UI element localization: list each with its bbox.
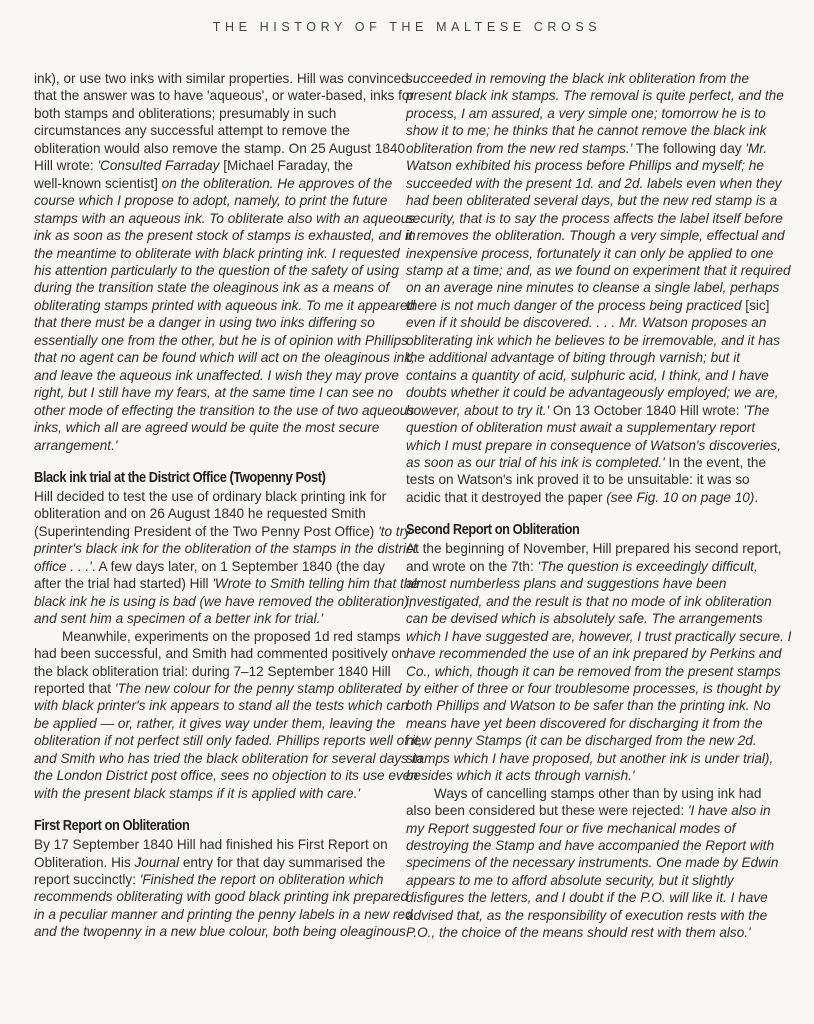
quote-line: ink as soon as the present stock of stamps is exhausted, and in [34,228,416,244]
quote-line: black ink he is using is bad (we have removed the obliteration), [34,593,413,609]
quote-line: Watson exhibited his process before Phillips and myself; he [406,158,764,174]
quote-line: right, but I still have my fears, at the same time I can see no [34,385,393,401]
quote-line: and leave the aqueous ink unaffected. I wish they may prove [34,367,399,383]
quote-line: obliterating ink which he believes to be irremovable, and it has [406,332,781,348]
quote-line: which I have suggested are, however, I trust practically secure. I [406,628,792,644]
quote-line: the meantime to obliterate with black printing ink. I requested [34,245,400,261]
text-line: as soon as our trial of his ink is completed.' In the event, the [406,454,767,470]
text-line: also been considered but these were rejected: 'I have also in [406,803,771,819]
text-line: that the answer was to have 'aqueous', or water-based, inks for [34,88,414,104]
quote-line: had been obliterated several days, but the new red stamp is a [406,193,778,209]
quote-line: and the twopenny in a new blue colour, both being oleaginous [34,924,406,940]
text-line: both stamps and obliterations; presumably in such [34,105,337,121]
quote-line: that no agent can be found which will act on the oleaginous ink, [34,350,415,366]
text-line: ink), or use two inks with similar properties. Hill was convinced [34,71,409,86]
quote-line: essentially one from the other, but he is of opinion with Phillips [34,332,409,348]
section-heading-second-report: Second Report on Obliteration [406,522,580,539]
quote-line: arrangement.' [34,437,118,453]
quote-line: stamps which I have proposed, but another ink is under trial), [406,750,774,766]
quote-line: the London District post office, sees no objection to its use even [34,768,418,784]
quote-line: and Smith who has tried the black obliteration for several days in [34,750,423,766]
quote-line: means have yet been discovered for discharging it from the [406,715,763,731]
quote-line: stamp at a time; and, as we found on experiment that it required [406,262,791,278]
quote-line: it removes the obliteration. Though a very simple, effectual and [406,228,785,244]
quote-line: contains a quantity of acid, sulphuric acid, I think, and I have [406,367,769,383]
quote-line: recommends obliterating with good black printing ink prepared [34,889,409,905]
text-line: By 17 September 1840 Hill had finished his First Report on [34,837,388,853]
quote-line: Co., which, though it can be removed from the present stamps [406,663,781,679]
quote-line: besides which it acts through varnish.' [406,768,635,784]
quote-line: stamps with an aqueous ink. To obliterate also with an aqueous [34,210,416,226]
quote-line: inexpensive process, fortunately it can only be applied to one [406,245,774,261]
running-head: THE HISTORY OF THE MALTESE CROSS [212,20,602,34]
paragraph-mechanical-modes [406,785,786,942]
quote-line: new penny Stamps (it can be discharged from the new 2d. [406,733,757,749]
quote-line: P.O., the choice of the means should rest with them also.' [406,925,751,941]
text-line: Hill wrote: 'Consulted Farraday [Michael Faraday, the [34,158,353,174]
quote-line: question of obliteration must await a supplementary report [406,420,756,436]
quote-line: the additional advantage of biting through varnish; but it [406,350,741,366]
text-line: report succinctly: 'Finished the report on obliteration which [34,872,384,888]
text-line: obliteration from the new red stamps.' The following day 'Mr. [406,140,768,156]
paragraph-watson [406,70,791,506]
text-line: acidic that it destroyed the paper (see Fig. 10 on page 10). [406,489,759,505]
quote-line: almost numberless plans and suggestions have been [406,576,727,592]
quote-line: which I must prepare in consequence of Watson's discoveries, [406,437,781,453]
quote-line: advised that, as the responsibility of execution rests with the [406,907,768,923]
quote-line: both Phillips and Watson to be safer than the printing ink. No [406,698,771,714]
quote-line: doubts whether it could be advantageously employed; we are, [406,385,779,401]
text-line: Ways of cancelling stamps other than by using ink had [434,785,762,801]
text-line: well-known scientist] on the obliteration. He approves of the [34,175,393,191]
quote-line: course which I propose to adopt, namely, to print the future [34,193,388,209]
text-line: circumstances any successful attempt to remove the [34,123,350,139]
left-column [34,70,423,941]
text-line: after the trial had started) Hill 'Wrote to Smith telling him that the [34,576,419,592]
quote-line: with black printer's ink appears to stand all the tests which can [34,698,409,714]
quote-line: specimens of the necessary instruments. One made by Edwin [406,855,779,871]
text-line: (Superintending President of the Two Penny Post Office) 'to try [34,523,411,539]
quote-line: process, I am assured, a very simple one; tomorrow he is to [406,105,766,121]
paragraph-meanwhile [34,628,423,803]
text-line: tests on Watson's ink proved it to be unsuitable: it was so [406,472,750,488]
text-line: there is not much danger of the process being practiced [sic] [406,297,770,313]
quote-line: succeeded in removing the black ink obliteration from the [406,71,750,86]
quote-line: disfigures the letters, and I doubt if the P.O. will like it. I have [406,890,768,906]
text-line: Obliteration. His Journal entry for that day summarised the [34,854,386,870]
quote-line: printer's black ink for the obliteration of the stamps in the district [34,541,417,557]
quote-line: be applied — or, rather, it gives way under them, leaving the [34,715,396,731]
quote-line: investigated, and the result is that no mode of ink obliteration [406,593,772,609]
quote-line: succeeded with the present 1d. and 2d. labels even when they [406,175,782,191]
quote-line: show it to me; he thinks that he cannot remove the black ink [406,123,767,139]
quote-line: can be devised which is absolutely safe. The arrangements [406,611,763,627]
paragraph-second-report [406,540,792,784]
quote-line: and sent him a specimen of a better ink for trial.' [34,611,323,627]
paragraph-first-report [34,836,413,941]
text-line: office . . .'. A few days later, on 1 September 1840 (the day [34,558,385,574]
text-line: reported that 'The new colour for the penny stamp obliterated [34,680,402,696]
text-line: Hill decided to test the use of ordinary black printing ink for [34,488,387,504]
right-column [406,70,792,942]
quote-line: obliterating stamps printed with aqueous ink. To me it appeared [34,297,416,313]
quote-line: security, that is to say the process affects the label itself before [406,210,783,226]
quote-line: even if it should be discovered. . . . Mr. Watson proposes an [406,315,767,331]
quote-line: with the present black stamps if it is applied with care.' [34,785,360,801]
figure-reference: (see Fig. 10 on page 10) [606,489,755,505]
quote-line: his attention particularly to the question of the safety of using [34,262,399,278]
text-line: obliteration would also remove the stamp. On 25 August 1840 [34,140,406,156]
text-line: At the beginning of November, Hill prepared his second report, [406,541,782,557]
quote-line: present black ink stamps. The removal is quite perfect, and the [406,88,784,104]
quote-line: my Report suggested four or five mechanical modes of [406,820,736,836]
quote-line: during the transition state the oleaginous ink as a means of [34,280,390,296]
spacer [406,506,786,520]
text-line: Meanwhile, experiments on the proposed 1d red stamps [62,628,401,644]
quote-line: appears to me to afford absolute security, but it slightly [406,872,734,888]
spacer [34,802,406,816]
quote-line: that there must be a danger in using two inks differing so [34,315,375,331]
paragraph-faraday [34,70,416,454]
text-line: however, about to try it.' On 13 October 1840 Hill wrote: 'The [406,402,770,418]
section-heading-black-ink-trial: Black ink trial at the District Office (Twopenny Post) [34,469,326,486]
quote-line: destroying the Stamp and have accompanied the Report with [406,838,775,854]
quote-line: obliteration if not perfect still only faded. Phillips reports well of it, [34,733,423,749]
quote-line: other mode of effecting the transition to the use of two aqueous [34,402,415,418]
quote-line: by either of three or four troublesome processes, is thought by [406,680,781,696]
quote-line: in a peculiar manner and printing the penny labels in a new red [34,906,413,922]
quote-line: on an average nine minutes to cleanse a single label, perhaps [406,280,780,296]
text-line: obliteration and on 26 August 1840 he requested Smith [34,506,366,522]
spacer [34,454,406,468]
text-line: and wrote on the 7th: 'The question is exceedingly difficult, [406,558,758,574]
quote-line: have recommended the use of an ink prepared by Perkins and [406,646,782,662]
text-line: had been successful, and Smith had commented positively on [34,646,407,662]
quote-line: inks, which all are agreed would be quite the most secure [34,420,380,436]
paragraph-black-ink-trial [34,488,419,628]
section-heading-first-report: First Report on Obliteration [34,818,190,835]
text-line: the black obliteration trial: during 7–12 September 1840 Hill [34,663,391,679]
